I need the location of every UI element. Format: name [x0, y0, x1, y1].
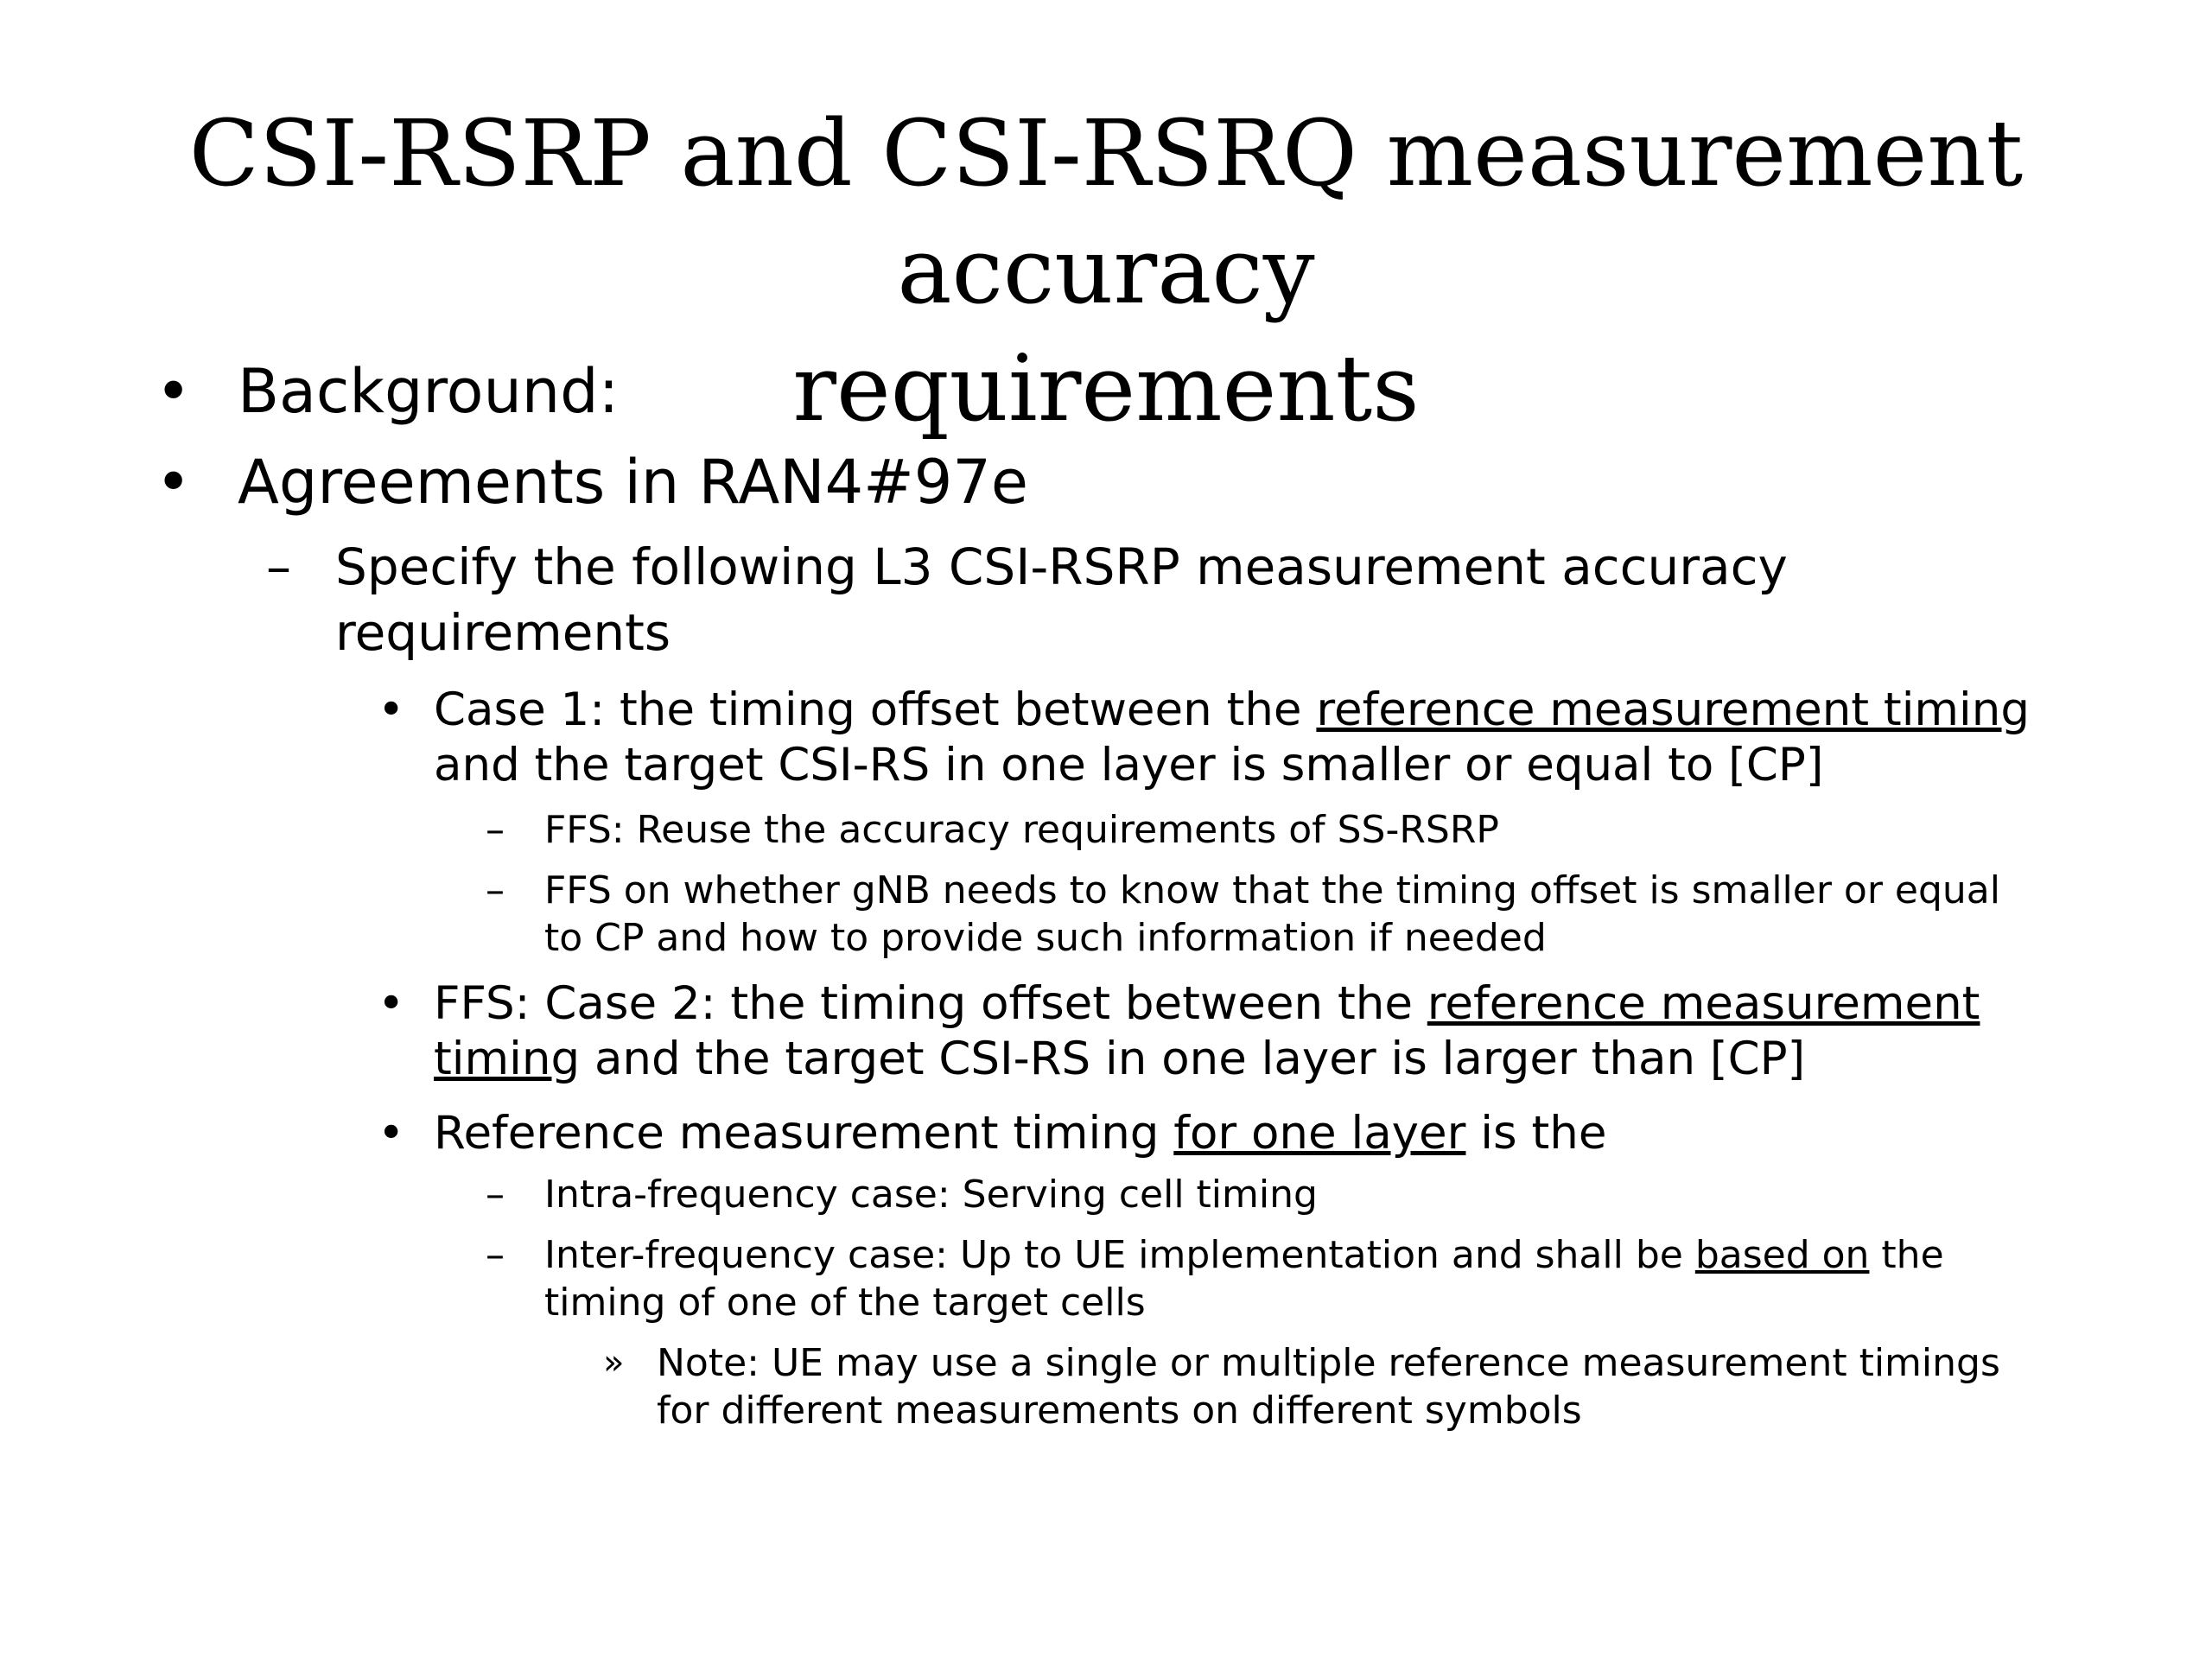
slide-title-line-2: requirements: [792, 335, 1420, 442]
dash-marker: –: [486, 1233, 505, 1277]
underlined-text: reference measurement: [1427, 977, 1980, 1030]
list-item-line-1: [434, 976, 1980, 1032]
text-segment: Reference measurement timing: [434, 1107, 1174, 1160]
list-item-reference-timing: [378, 1106, 1607, 1161]
list-item-inter-frequency: [486, 1231, 1944, 1326]
list-item-line-2: to CP and how to provide such information if needed: [544, 916, 1547, 960]
list-item-line-1: Note: UE may use a single or multiple reference measurement timings: [657, 1341, 2000, 1385]
list-item-text: Agreements in RAN4#97e: [238, 447, 1028, 518]
text-segment: the: [1869, 1233, 1944, 1277]
list-item-line-2: [434, 1032, 1980, 1087]
list-item-text: Background:: [238, 356, 620, 427]
list-item-intra-frequency: [486, 1171, 1318, 1218]
list-item-specify: [266, 534, 1788, 665]
raquo-marker: »: [603, 1343, 625, 1382]
underlined-text: timing: [434, 1033, 581, 1085]
bullet-marker: •: [378, 1107, 405, 1160]
list-item-case-2: [378, 976, 1980, 1087]
list-item-agreements: [156, 436, 1028, 528]
text-segment: FFS: Case 2: the timing offset between the: [434, 977, 1427, 1030]
bullet-marker: •: [378, 683, 405, 736]
text-segment: Case 1: the timing offset between the: [434, 683, 1317, 736]
list-item-line-2: for different measurements on different symbols: [657, 1389, 1582, 1433]
list-item-ffs-gnb: [486, 867, 2000, 962]
list-item-line-1: FFS on whether gNB needs to know that the timing offset is smaller or equal: [544, 868, 2000, 912]
text-segment: is the: [1465, 1107, 1607, 1160]
list-item-text: [434, 1106, 1606, 1161]
dash-marker: –: [486, 808, 505, 852]
underlined-text: reference measurement timing: [1316, 683, 2031, 736]
text-segment: Inter-frequency case: Up to UE implementation and shall be: [544, 1233, 1695, 1277]
list-item-line-2: requirements: [335, 603, 671, 662]
underlined-text: for one layer: [1173, 1107, 1466, 1160]
slide-title-line-1: CSI-RSRP and CSI-RSRQ measurement accuracy: [188, 100, 2024, 324]
bullet-marker: •: [156, 356, 192, 427]
list-item-line-2: and the target CSI-RS in one layer is smaller or equal to [CP]: [434, 739, 1824, 791]
dash-marker: –: [486, 868, 505, 912]
list-item-line-1: [434, 683, 2030, 738]
bullet-marker: •: [156, 447, 192, 518]
list-item-line-1: [544, 1231, 1944, 1279]
list-item-case-1: [378, 683, 2031, 793]
list-item-background: [156, 346, 620, 437]
bullet-marker: •: [378, 977, 405, 1030]
underlined-text: based on: [1694, 1233, 1870, 1277]
list-item-text: FFS: Reuse the accuracy requirements of SS-RSRP: [544, 808, 1499, 852]
list-item-line-1: Specify the following L3 CSI-RSRP measurement accuracy: [335, 537, 1788, 596]
text-segment: and the target CSI-RS in one layer is larger than [CP]: [580, 1033, 1806, 1085]
list-item-text: Intra-frequency case: Serving cell timing: [544, 1173, 1318, 1217]
dash-marker: –: [486, 1173, 505, 1217]
list-item-ffs-reuse: [486, 806, 1499, 854]
dash-marker: –: [266, 537, 291, 596]
list-item-line-2: timing of one of the target cells: [544, 1281, 1146, 1325]
list-item-note: [603, 1339, 2000, 1434]
